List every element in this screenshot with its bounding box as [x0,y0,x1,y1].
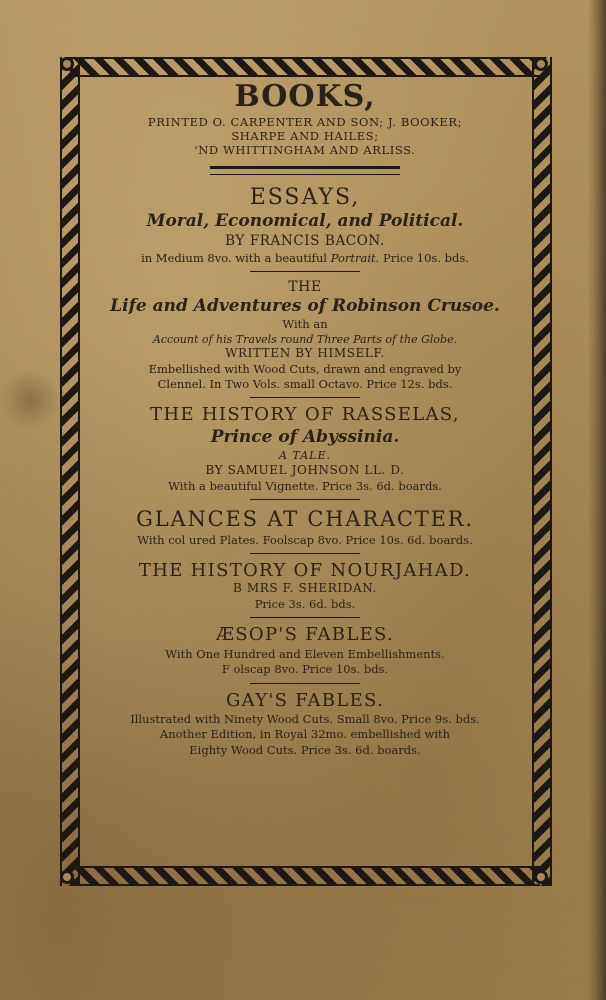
double-rule [210,166,400,175]
nourjahad-details: Price 3s. 6d. bds. [254,597,356,612]
essays-details-post: . Price 10s. bds. [375,250,469,265]
essays-subtitle: Moral, Economical, and Political. [146,211,464,232]
corner-knot-bottom-right [534,870,548,884]
rope-border-top [70,57,540,77]
rasselas-subtitle: Prince of Abyssinia. [210,427,400,448]
gay-title: GAY'S FABLES. [225,689,385,711]
crusoe-details-2: Clennel. In Two Vols. small Octavo. Price 12s. bds. [157,377,453,392]
divider-rule [250,499,360,500]
divider-rule [250,553,360,554]
corner-knot-top-left [60,57,74,71]
crusoe-account: Account of his Travels round Three Parts of the Globe. [152,332,458,346]
crusoe-details-1: Embellished with Wood Cuts, drawn and engraved by [148,362,462,377]
divider-rule [250,683,360,684]
rope-border-right [532,57,552,886]
gay-details-2: Another Edition, in Royal 32mo. embellished with [159,727,451,742]
rasselas-details: With a beautiful Vignette. Price 3s. 6d. boards. [168,479,442,494]
nourjahad-title: THE HISTORY OF NOURJAHAD. [138,559,472,581]
glances-title: GLANCES AT CHARACTER. [136,507,474,532]
essays-details [84,252,526,265]
crusoe-with: With an [282,317,328,332]
essays-author: BY FRANCIS BACON. [225,233,385,249]
corner-knot-bottom-left [60,870,74,884]
corner-knot-top-right [534,57,548,71]
rasselas-tale: A TALE. [279,448,331,462]
divider-rule [250,397,360,398]
page-edge-shadow [588,0,606,1000]
crusoe-the: THE [288,278,322,295]
divider-rule [250,271,360,272]
publisher-line-2: SHARPE AND HAILES; [231,128,379,143]
gay-details-3: Eighty Wood Cuts. Price 3s. 6d. boards. [189,742,421,757]
books-heading: BOOKS, [234,79,376,114]
nourjahad-author: B MRS F. SHERIDAN. [233,581,377,596]
essays-title: ESSAYS, [249,185,361,211]
advertisement-content [84,80,526,759]
rope-border-left [60,57,80,886]
gay-details-1: Illustrated with Ninety Wood Cuts. Small 8vo. Price 9s. bds. [130,712,480,727]
aesop-details-2: F olscap 8vo. Price 10s. bds. [221,662,389,677]
divider-rule [250,617,360,618]
crusoe-title: Life and Adventures of Robinson Crusoe. [110,295,500,316]
rasselas-title: THE HISTORY OF RASSELAS, [150,404,460,426]
publisher-line-3: 'ND WHITTINGHAM AND ARLISS. [194,142,416,157]
rope-border-bottom [70,866,540,886]
rasselas-author: BY SAMUEL JOHNSON LL. D. [205,463,405,478]
aesop-details-1: With One Hundred and Eleven Embellishments. [165,647,445,662]
crusoe-written: WRITTEN BY HIMSELF. [225,346,385,361]
aesop-title: ÆSOP'S FABLES. [215,624,395,646]
glances-details: With col ured Plates. Foolscap 8vo. Price 10s. 6d. boards. [137,532,473,547]
essays-details-pre: in Medium 8vo. with a beautiful [141,250,331,265]
publisher-line-1: PRINTED O. CARPENTER AND SON; J. BOOKER; [147,114,463,129]
essays-details-portrait: Portrait [330,250,376,265]
paper-stain [0,370,60,430]
